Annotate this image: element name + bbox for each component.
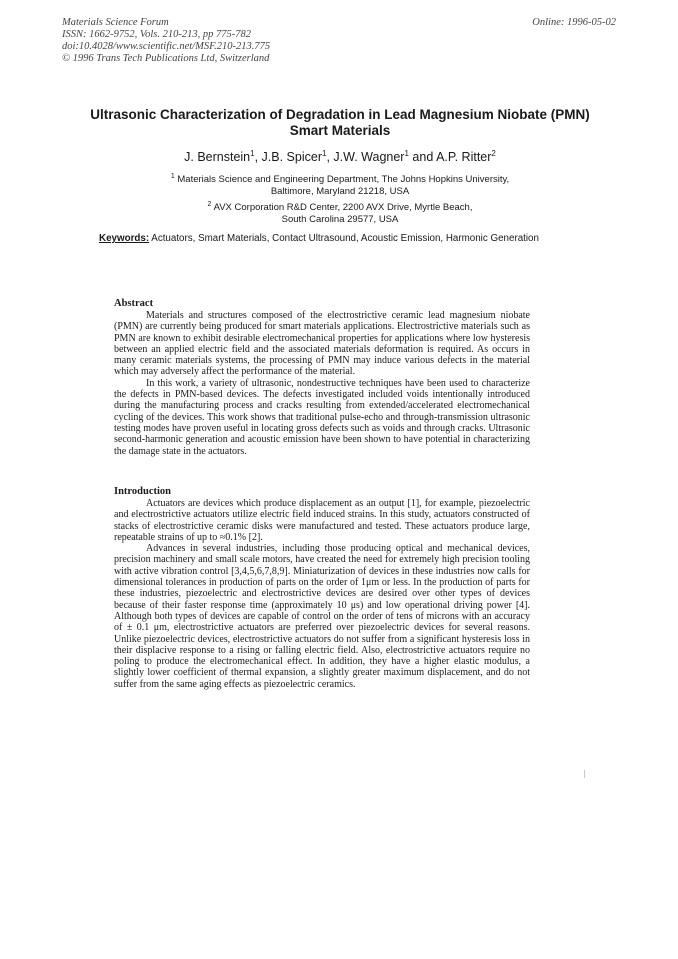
issn-line: ISSN: 1662-9752, Vols. 210-213, pp 775-782 <box>62 29 251 40</box>
introduction-paragraph: Actuators are devices which produce displacement as an output [1], for example, piezoelectric and electrostrictive actuators utilize electric field induced strains. In this study, actuators constructed of stacks of electrostrictive ceramic disks were manufactured and tested. These actuators produce large, repeatable strains of up to ≈0.1% [2]. <box>114 498 530 543</box>
affiliation-line: Baltimore, Maryland 21218, USA <box>270 186 410 198</box>
author-separator: , <box>326 150 334 165</box>
abstract-section <box>114 298 530 457</box>
copyright-line: © 1996 Trans Tech Publications Ltd, Switzerland <box>62 53 270 64</box>
abstract-heading: Abstract <box>114 298 154 309</box>
doi-line: doi:10.4028/www.scientific.net/MSF.210-213.775 <box>62 41 271 52</box>
author <box>262 150 334 164</box>
scan-mark <box>584 770 585 778</box>
journal-header <box>62 17 270 65</box>
affiliation <box>100 171 580 198</box>
keywords-text: Actuators, Smart Materials, Contact Ultrasound, Acoustic Emission, Harmonic Generation <box>151 233 539 244</box>
author-name: J.W. Wagner <box>333 150 405 165</box>
affiliation-line: AVX Corporation R&D Center, 2200 AVX Drive, Myrtle Beach, <box>213 202 473 214</box>
affiliation-line: Materials Science and Engineering Department, The Johns Hopkins University, <box>177 174 510 186</box>
author <box>333 150 436 164</box>
author-sup: 1 <box>404 149 409 158</box>
introduction-heading: Introduction <box>114 486 171 497</box>
affiliation <box>100 199 580 226</box>
author-name: J. Bernstein <box>184 150 251 165</box>
author-sup: 1 <box>250 149 255 158</box>
author-separator: and <box>408 150 437 165</box>
author <box>184 150 261 164</box>
author-name: J.B. Spicer <box>261 150 322 165</box>
introduction-paragraph: Advances in several industries, including those producing optical and mechanical devices, precision machinery and small scale motors, have created the need for extremely high precision tooling with active vibration control [3,4,5,6,7,8,9]. Miniaturization of devices in these industries now calls for dimensional tolerances in production of parts on the order of 1μm or less. In the production of parts for these industries, piezoelectric and electrostrictive devices are desired over other types of devices because of their faster response time (approximately 10 μs) and low operational driving power [4]. Although both types of devices are capable of control on the order of tens of microns with an accuracy of ± 0.1 μm, electrostrictive actuators are preferred over piezoelectric devices for several reasons. Unlike piezoelectric devices, electrostrictive actuators do not suffer from a significant hysteresis loss in their displacive response to a rising or falling electric field. Also, electrostrictive actuators require no poling to produce the electromechanical effect. In addition, they have a higher elastic modulus, a slightly lower coefficient of thermal expansion, a slightly greater maximum displacement, and do not suffer from the same aging effects as piezoelectric ceramics. <box>114 543 530 690</box>
journal-name: Materials Science Forum <box>62 17 169 28</box>
abstract-paragraph: Materials and structures composed of the electrostrictive ceramic lead magnesium niobate (PMN) are currently being produced for smart materials applications. Electrostrictive materials such as PMN are known to exhibit desirable electromechanical properties for applications where low hysteresis between an applied electric field and the associated materials deformation is required. As occurs in many ceramic materials systems, the processing of PMN may induce various defects in the material which may adversely affect the performance of the material. <box>114 310 530 378</box>
author <box>436 150 496 164</box>
author-name: A.P. Ritter <box>436 150 492 165</box>
author-sup: 2 <box>491 149 496 158</box>
paper-title: Ultrasonic Characterization of Degradation in Lead Magnesium Niobate (PMN) Smart Materials <box>90 107 590 138</box>
author-separator: , <box>254 150 262 165</box>
abstract-paragraph: In this work, a variety of ultrasonic, nondestructive techniques have been used to characterize the defects in PMN-based devices. The defects investigated included voids intentionally introduced during the manufacturing process and cracks resulting from extended/accelerated electromechanical cycling of the devices. This work shows that traditional pulse-echo and through-transmission ultrasonic testing modes have proven useful in locating gross defects such as voids and through cracks. Ultrasonic second-harmonic generation and acoustic emission have been shown to have potential in characterizing the damage state in the actuators. <box>114 377 530 457</box>
online-date: Online: 1996-05-02 <box>532 17 616 28</box>
author-list <box>90 149 590 164</box>
keywords-label: Keywords: <box>99 233 150 244</box>
affiliation-sup: 1 <box>170 173 175 180</box>
affiliation-line: South Carolina 29577, USA <box>281 214 399 226</box>
introduction-section <box>114 486 530 690</box>
affiliation-sup: 2 <box>207 201 212 208</box>
keywords <box>99 232 549 245</box>
author-sup: 1 <box>321 149 327 158</box>
